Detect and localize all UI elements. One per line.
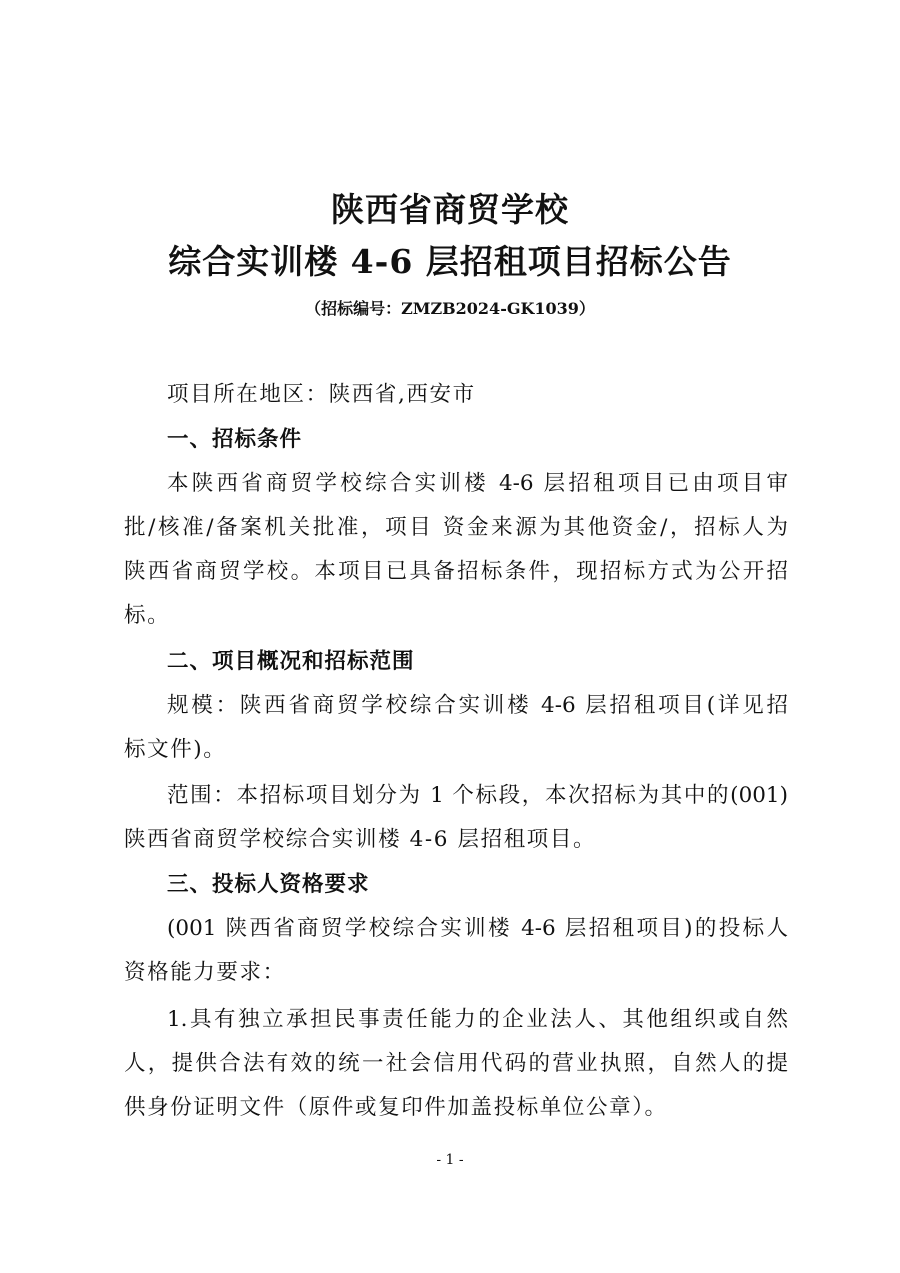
section-1-heading: 一、招标条件 (167, 427, 303, 452)
section-2-heading: 二、项目概况和招标范围 (167, 649, 415, 674)
bid-number: （招标编号：ZMZB2024-GK1039） (305, 299, 595, 318)
section-2-scope-line: 范围：本招标项目划分为 1 个标段，本次招标为其中的(001) (167, 783, 788, 808)
section-3-intro-line: 资格能力要求： (124, 960, 286, 985)
section-1-paragraph-line: 批/核准/备案机关批准，项目 资金来源为其他资金/，招标人为 (124, 515, 788, 540)
section-3-item-1-line: 1.具有独立承担民事责任能力的企业法人、其他组织或自然 (167, 1007, 788, 1032)
section-2-scope-line: 陕西省商贸学校综合实训楼 4-6 层招租项目。 (124, 827, 597, 852)
document-title-line-1: 陕西省商贸学校 (331, 190, 569, 229)
section-3-item-1-line: 人，提供合法有效的统一社会信用代码的营业执照，自然人的提 (124, 1051, 788, 1076)
section-1-paragraph-line: 陕西省商贸学校。本项目已具备招标条件，现招标方式为公开招 (124, 559, 788, 584)
section-2-scale-line: 规模：陕西省商贸学校综合实训楼 4-6 层招租项目(详见招 (167, 693, 788, 718)
page-number: - 1 - (436, 1152, 464, 1168)
section-1-paragraph-line: 标。 (124, 603, 171, 628)
document-title-line-2: 综合实训楼 4-6 层招租项目招标公告 (168, 242, 732, 281)
project-location: 项目所在地区：陕西省,西安市 (167, 382, 476, 407)
section-3-intro-line: (001 陕西省商贸学校综合实训楼 4-6 层招租项目)的投标人 (167, 916, 788, 941)
section-1-paragraph-line: 本陕西省商贸学校综合实训楼 4-6 层招租项目已由项目审 (167, 471, 788, 496)
section-3-heading: 三、投标人资格要求 (167, 872, 370, 897)
section-2-scale-line: 标文件)。 (124, 737, 227, 762)
section-3-item-1-line: 供身份证明文件（原件或复印件加盖投标单位公章）。 (124, 1095, 668, 1120)
